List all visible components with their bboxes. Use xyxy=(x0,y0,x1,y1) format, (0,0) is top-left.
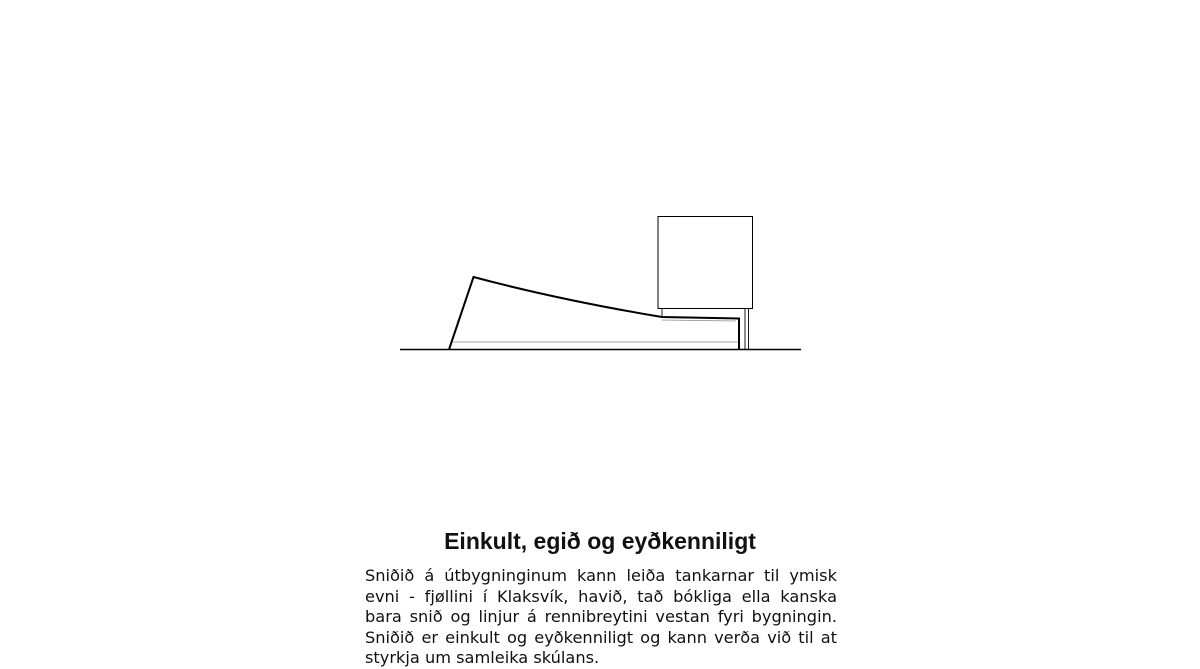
main-building-box xyxy=(658,217,753,309)
caption-title: Einkult, egið og eyðkenniligt xyxy=(444,528,756,554)
inner-roof-line xyxy=(662,320,736,321)
curved-roof-extension xyxy=(449,277,739,350)
caption-body: Sniðið á útbygninginum kann leiða tankarnar til ymisk evni - fjøllini í Klaksvík, havið, tað bókliga ella kanska bara snið og linjur á rennibreytini vestan fyri bygningin. Sniðið er einkult og eyðkenniligt og kann verða við til at styrkja um samleika skúlans. xyxy=(365,566,837,667)
